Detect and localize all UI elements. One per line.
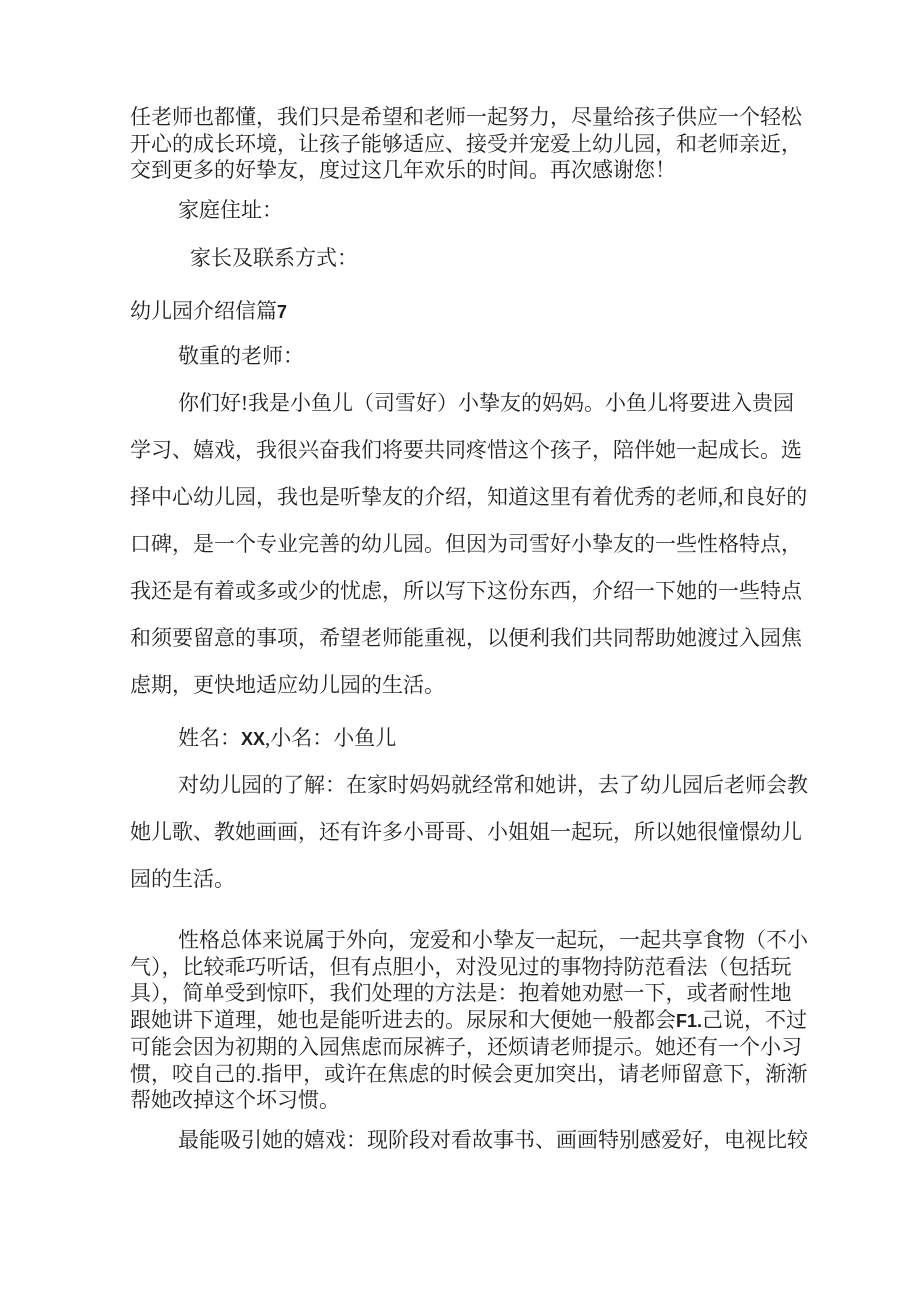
paragraph-line: 惯，咬自己的.指甲，或许在焦虑的时候会更加突出，请老师留意下，渐渐 <box>130 1061 808 1086</box>
paragraph-line: 可能会因为初期的入园焦虑而尿裤子，还烦请老师提示。她还有一个小习 <box>130 1035 802 1059</box>
home-address-line: 家庭住址： <box>178 198 283 222</box>
paragraph-line: 任老师也都懂，我们只是希望和老师一起努力，尽量给孩子供应一个轻松 <box>130 105 802 129</box>
section-heading <box>130 298 287 326</box>
child-name-line <box>178 725 396 753</box>
paragraph-line: 开心的成长环境，让孩子能够适应、接受并宠爱上幼儿园，和老师亲近， <box>130 131 802 156</box>
nickname-text: ,小名：小鱼儿 <box>265 726 397 750</box>
paragraph-line: 虑期，更快地适应幼儿园的生活。 <box>130 673 445 697</box>
paragraph-line: 口碑，是一个专业完善的幼儿园。但因为司雪好小挚友的一些性格特点， <box>130 532 802 556</box>
paragraph-text: 己说，不过 <box>702 1007 808 1032</box>
section-heading-title: 幼儿园介绍信篇 <box>130 299 277 323</box>
paragraph-line: 你们好!我是小鱼儿（司雪好）小挚友的妈妈。小鱼儿将要进入贵园 <box>178 391 794 415</box>
paragraph-line: 具），简单受到惊吓，我们处理的方法是：抱着她劝慰一下，或者耐性地 <box>130 981 792 1005</box>
personality-paragraph <box>130 927 808 1114</box>
ocr-artifact-text: F1. <box>676 1010 703 1031</box>
closing-paragraph <box>130 104 802 184</box>
paragraph-text: 跟她讲下道理，她也是能听进去的。尿尿和大便她一般都会 <box>130 1007 676 1032</box>
favorite-games-line: 最能吸引她的嬉戏：现阶段对看故事书、画画特别感爱好，电视比较 <box>178 1128 808 1152</box>
salutation-line: 敬重的老师： <box>178 344 304 368</box>
paragraph-line: 她儿歌、教她画画，还有许多小哥哥、小姐姐一起玩，所以她很憧憬幼儿 <box>130 820 802 844</box>
name-placeholder: XX <box>241 729 266 749</box>
paragraph-line: 帮她改掉这个坏习惯。 <box>130 1088 340 1112</box>
paragraph-line: 择中心幼儿园，我也是听挚友的介绍，知道这里有着优秀的老师,和良好的 <box>130 485 808 509</box>
paragraph-line: 气），比较乖巧听话，但有点胆小，对没见过的事物持防范看法（包括玩 <box>130 954 792 979</box>
name-label: 姓名： <box>178 726 241 750</box>
kindergarten-knowledge-paragraph <box>130 762 808 903</box>
paragraph-line: 对幼儿园的了解：在家时妈妈就经常和她讲，去了幼儿园后老师会教 <box>178 773 808 797</box>
parent-contact-line: 家长及联系方式： <box>190 246 358 270</box>
paragraph-line: 我还是有着或多或少的忧虑，所以写下这份东西，介绍一下她的一些特点 <box>130 579 802 603</box>
paragraph-line: 交到更多的好挚友，度过这几年欢乐的时间。再次感谢您！ <box>130 158 676 182</box>
paragraph-line: 和须要留意的事项，希望老师能重视，以便利我们共同帮助她渡过入园焦 <box>130 626 802 650</box>
paragraph-line <box>130 1007 808 1035</box>
section-heading-number: 7 <box>277 302 288 322</box>
paragraph-line: 园的生活。 <box>130 867 235 891</box>
paragraph-line: 性格总体来说属于外向，宠爱和小挚友一起玩，一起共享食物（不小 <box>178 928 808 952</box>
intro-paragraph <box>130 380 807 709</box>
paragraph-line: 学习、嬉戏，我很兴奋我们将要共同疼惜这个孩子，陪伴她一起成长。选 <box>130 438 802 462</box>
